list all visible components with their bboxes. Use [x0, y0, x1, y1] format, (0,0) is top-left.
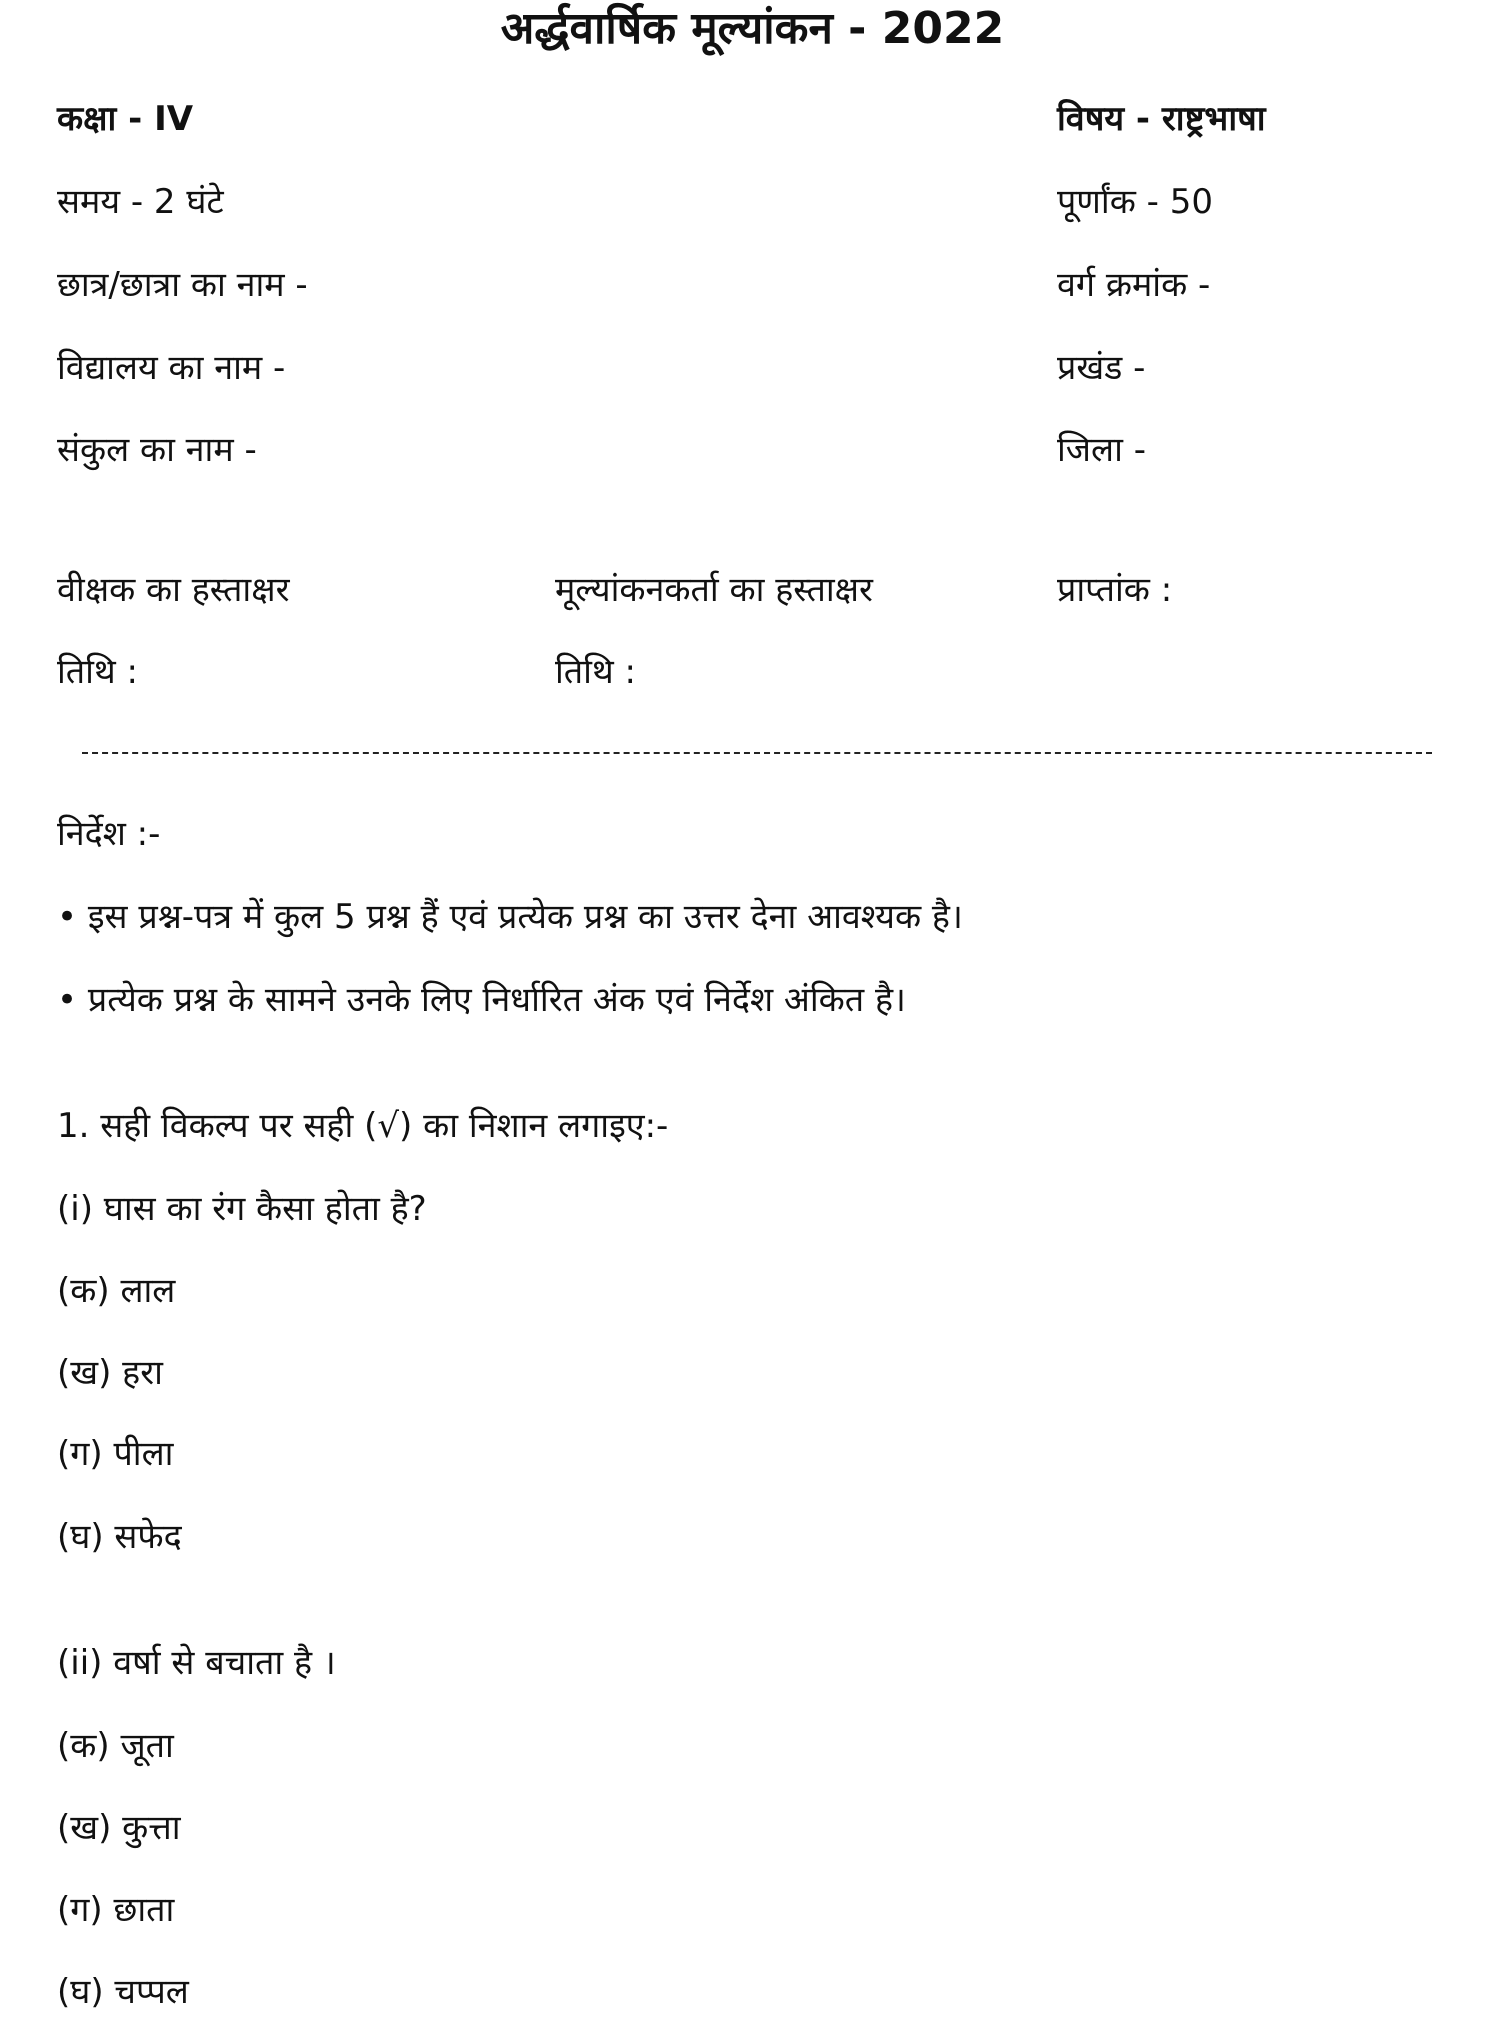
option: (ग) पीला — [57, 1434, 174, 1474]
student-name-field: छात्र/छात्रा का नाम - — [57, 265, 308, 305]
question-text: (ii) वर्षा से बचाता है । — [57, 1643, 336, 1683]
option: (ग) छाता — [57, 1890, 175, 1930]
instructions-heading: निर्देश :- — [57, 814, 161, 854]
marks-obtained: प्राप्तांक : — [1057, 570, 1173, 610]
roll-no-field: वर्ग क्रमांक - — [1057, 265, 1211, 305]
cluster-name-field: संकुल का नाम - — [57, 430, 257, 470]
invigilator-signature: वीक्षक का हस्ताक्षर — [57, 570, 290, 610]
option: (क) लाल — [57, 1271, 176, 1311]
time-label: समय - 2 घंटे — [57, 182, 224, 222]
option: (क) जूता — [57, 1726, 174, 1766]
option: (ख) हरा — [57, 1353, 163, 1393]
subject-label: विषय - राष्ट्रभाषा — [1057, 99, 1266, 139]
option: (ख) कुत्ता — [57, 1808, 181, 1848]
instruction-item: • प्रत्येक प्रश्न के सामने उनके लिए निर्धारित अंक एवं निर्देश अंकित है। — [57, 980, 906, 1020]
question-1-heading: 1. सही विकल्प पर सही (√) का निशान लगाइए:- — [57, 1106, 669, 1146]
dashed-divider — [82, 752, 1432, 754]
full-marks-label: पूर्णांक - 50 — [1057, 182, 1213, 222]
date-field-2: तिथि : — [555, 652, 636, 692]
block-field: प्रखंड - — [1057, 348, 1146, 388]
date-field-1: तिथि : — [57, 652, 138, 692]
evaluator-signature: मूल्यांकनकर्ता का हस्ताक्षर — [555, 570, 873, 610]
instruction-item: • इस प्रश्न-पत्र में कुल 5 प्रश्न हैं एवं प्रत्येक प्रश्न का उत्तर देना आवश्यक है। — [57, 897, 963, 937]
district-field: जिला - — [1057, 430, 1146, 470]
option: (घ) सफेद — [57, 1517, 182, 1557]
option: (घ) चप्पल — [57, 1972, 189, 2012]
class-label: कक्षा - IV — [57, 99, 194, 139]
school-name-field: विद्यालय का नाम - — [57, 348, 286, 388]
page-title: अर्द्धवार्षिक मूल्यांकन - 2022 — [500, 3, 1005, 54]
question-text: (i) घास का रंग कैसा होता है? — [57, 1189, 427, 1229]
